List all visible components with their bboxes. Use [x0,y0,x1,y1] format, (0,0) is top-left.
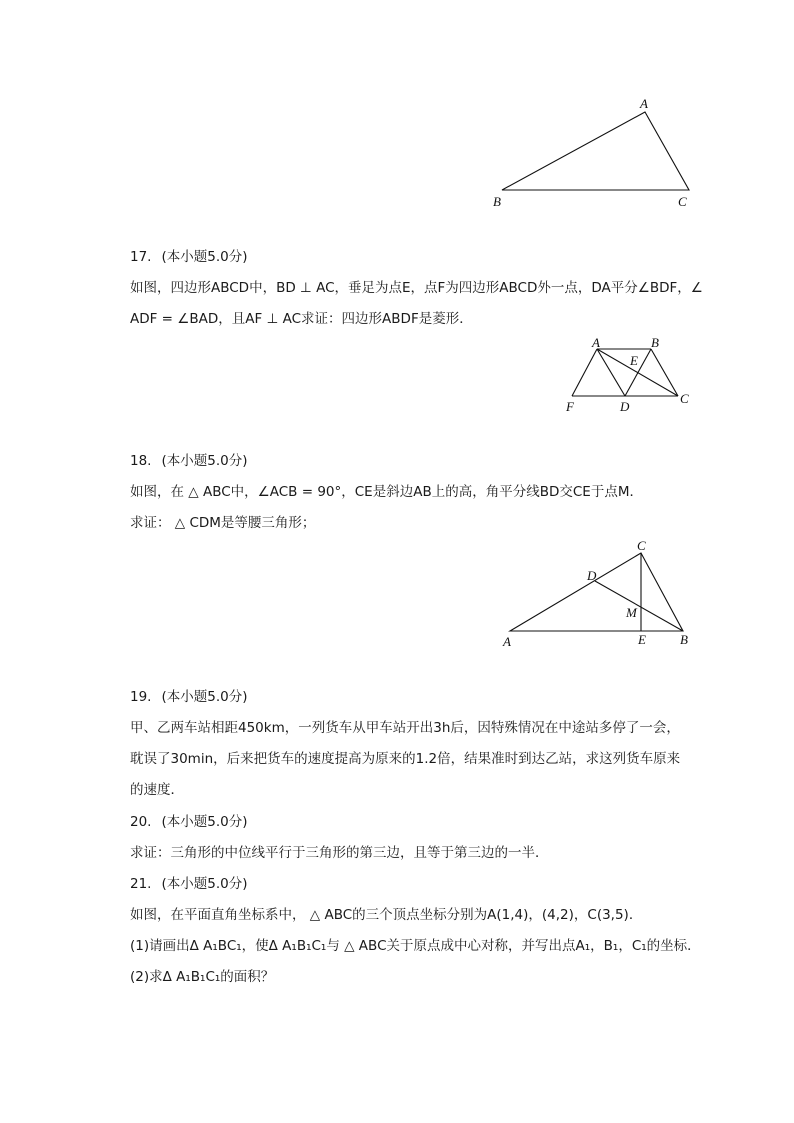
label-b: B [493,194,501,209]
segment-bc [651,349,678,396]
figure-quadrilateral-abdf [560,335,700,415]
question-19-header [130,687,248,707]
question-18-header [130,451,248,471]
label-a: A [640,96,648,111]
segment-bd [625,349,651,396]
question-points: (本小题5.0分) [161,814,248,830]
label-e: E [638,632,646,647]
triangle-abc [510,553,683,631]
label-c: C [637,538,646,553]
triangle-abc [502,112,689,190]
question-21-header [130,874,248,894]
question-21-line-3: (2)求Δ A₁B₁C₁的面积？ [130,969,275,985]
label-c: C [680,391,689,406]
segment-ad [597,349,625,396]
question-20-line-1: 求证：三角形的中位线平行于三角形的第三边，且等于第三边的一半． [130,845,549,861]
label-m: M [626,605,637,620]
question-19-line-2: 耽误了30min，后来把货车的速度提高为原来的1.2倍，结果准时到达乙站，求这列货车原来 [130,751,681,767]
question-points: (本小题5.0分) [161,876,248,892]
question-19-line-1: 甲、乙两车站相距450km，一列货车从甲车站开出3h后，因特殊情况在中途站多停了一会， [130,720,680,736]
question-number: 17. [130,249,152,265]
question-18-line-1: 如图，在 △ ABC中，∠ACB = 90°，CE是斜边AB上的高，角平分线BD交CE于点M． [130,484,643,500]
label-c: C [678,194,687,209]
question-21-line-2: (1)请画出Δ A₁BC₁，使Δ A₁B₁C₁与 △ ABC关于原点成中心对称，并写出点A₁，B₁，C₁的坐标． [130,938,701,954]
label-a: A [592,335,600,350]
label-f: F [566,399,574,414]
label-d: D [620,399,630,414]
label-b: B [680,632,688,647]
question-20-header [130,812,248,832]
question-17-line-2: ADF = ∠BAD，且AF ⊥ AC求证：四边形ABDF是菱形． [130,311,473,327]
figure-triangle-abc [480,90,720,220]
question-points: (本小题5.0分) [161,249,248,265]
question-19-line-3: 的速度． [130,782,184,798]
label-a: A [503,634,511,649]
question-number: 20. [130,814,152,830]
label-e: E [630,353,638,368]
question-number: 21. [130,876,152,892]
question-number: 18. [130,453,152,469]
label-b: B [651,335,659,350]
segment-af [572,349,597,396]
question-number: 19. [130,689,152,705]
question-18-line-2: 求证： △ CDM是等腰三角形； [130,515,316,531]
question-17-line-1: 如图，四边形ABCD中，BD ⊥ AC，垂足为点E，点F为四边形ABCD外一点，DA平分∠BDF，∠ [130,280,703,296]
question-21-line-1: 如图，在平面直角坐标系中， △ ABC的三个顶点坐标分别为A(1,4)，(4,2)，C(3,5)． [130,907,643,923]
question-17-header [130,247,248,267]
question-points: (本小题5.0分) [161,689,248,705]
question-points: (本小题5.0分) [161,453,248,469]
label-d: D [587,568,597,583]
figure-right-triangle-abc [495,535,710,655]
